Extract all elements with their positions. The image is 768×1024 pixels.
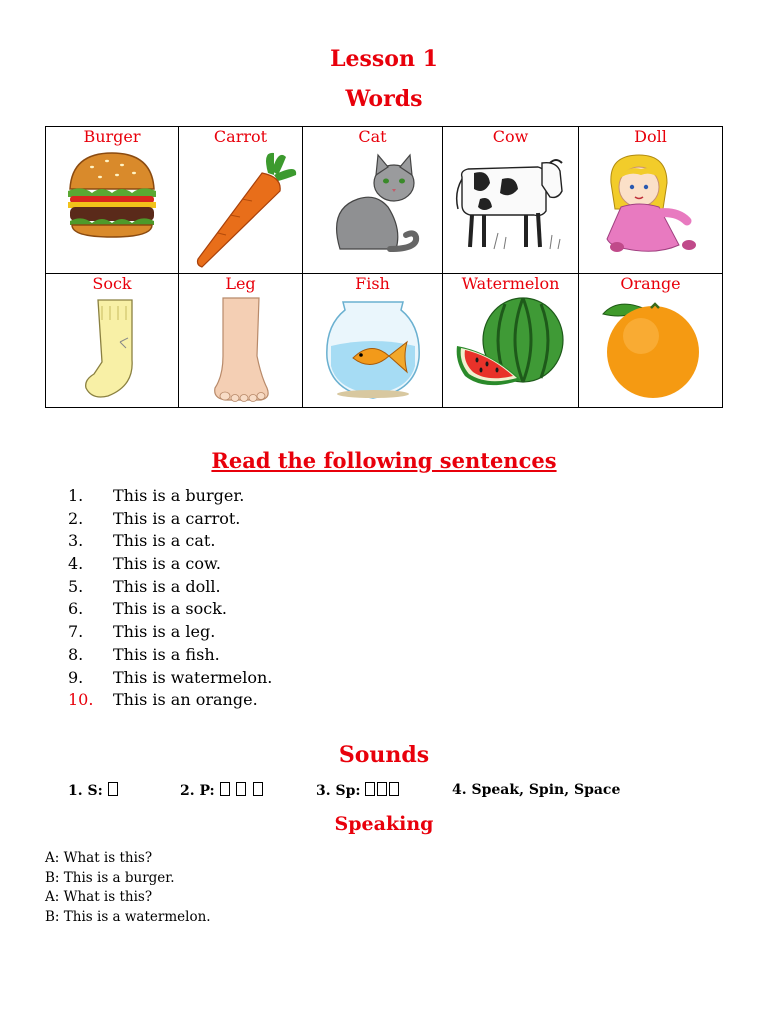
list-item [68,644,272,667]
carrot-icon [182,149,300,271]
sentence-text: This is a fish. [113,644,220,664]
word-label: Orange [620,274,681,293]
sound-label: 2. P: [180,783,215,799]
missing-glyph-icon [365,782,375,796]
sentence-number: 6. [68,599,84,619]
missing-glyph-icon [108,782,118,796]
sounds-heading: Sounds [338,742,430,768]
sentence-number: 8. [68,644,84,664]
word-cell-cow [443,127,579,274]
words-table [45,126,723,408]
dialogue-line: A: What is this? [45,850,153,866]
fish-icon [323,296,423,402]
sound-item [316,782,401,799]
list-item [68,576,272,599]
list-item [68,485,272,508]
word-label: Burger [83,127,141,146]
word-label: Watermelon [461,274,560,293]
leg-icon [201,296,281,404]
list-item [68,598,272,621]
missing-glyph-icon [253,782,263,796]
list-item [68,508,272,531]
word-cell-burger [46,127,179,274]
sound-item [180,782,265,799]
dialogue-line: B: This is a burger. [45,869,175,886]
sentence-number: 3. [68,531,84,551]
sentence-number: 1. [68,486,84,505]
word-label: Carrot [213,127,268,146]
speaking-heading: Speaking [334,813,434,835]
word-cell-orange [579,274,723,408]
sentence-text: This is a cat. [113,531,216,551]
watermelon-icon [455,296,567,392]
lesson-title: Lesson 1 [330,46,438,72]
missing-glyph-icon [377,782,387,796]
sentence-number: 9. [68,667,84,687]
sock-icon [62,296,162,400]
word-cell-sock [46,274,179,408]
sentence-text: This is a sock. [113,599,228,619]
missing-glyph-icon [236,782,246,796]
list-item [68,553,272,576]
dialogue [45,849,211,927]
dialogue-line: B: This is a watermelon. [45,908,211,925]
sound-item [452,782,620,798]
sentence-text: This is a doll. [113,576,221,596]
sentence-number: 7. [68,622,84,642]
orange-icon [593,296,709,400]
sentence-text: This is an orange. [113,690,258,710]
sentence-number: 10. [68,690,94,710]
list-item [68,667,272,690]
sentence-number: 5. [68,576,84,596]
sentence-text: This is a cow. [113,554,221,574]
word-cell-watermelon [443,274,579,408]
sound-label: 3. Sp: [316,783,361,799]
burger-icon [62,149,162,241]
read-sentences-heading: Read the following sentences [211,448,557,473]
word-label: Doll [634,127,667,146]
missing-glyph-icon [220,782,230,796]
word-cell-cat [303,127,443,274]
words-title: Words [345,86,423,112]
word-label: Cat [358,127,387,146]
list-item [68,621,272,644]
sentence-number: 2. [68,508,84,528]
sound-label: 4. Speak, Spin, Space [452,782,621,798]
sound-item [68,782,120,799]
doll-icon [597,149,705,261]
sound-label: 1. S: [68,783,103,799]
word-label: Leg [225,274,256,293]
missing-glyph-icon [389,782,399,796]
word-label: Sock [92,274,132,293]
word-cell-doll [579,127,723,274]
sentence-text: This is a leg. [113,622,216,642]
list-item [68,530,272,553]
sentence-text: This is watermelon. [113,667,273,687]
word-label: Fish [355,274,390,293]
list-item [68,689,272,712]
cat-icon [318,149,428,257]
sentence-text: This is a burger. [113,486,245,505]
sentence-number: 4. [68,554,84,574]
sentence-list [68,485,272,712]
dialogue-line: A: What is this? [45,889,153,906]
word-cell-carrot [179,127,303,274]
cow-icon [454,149,568,255]
word-cell-leg [179,274,303,408]
word-label: Cow [492,127,529,146]
word-cell-fish [303,274,443,408]
sentence-text: This is a carrot. [113,508,241,528]
